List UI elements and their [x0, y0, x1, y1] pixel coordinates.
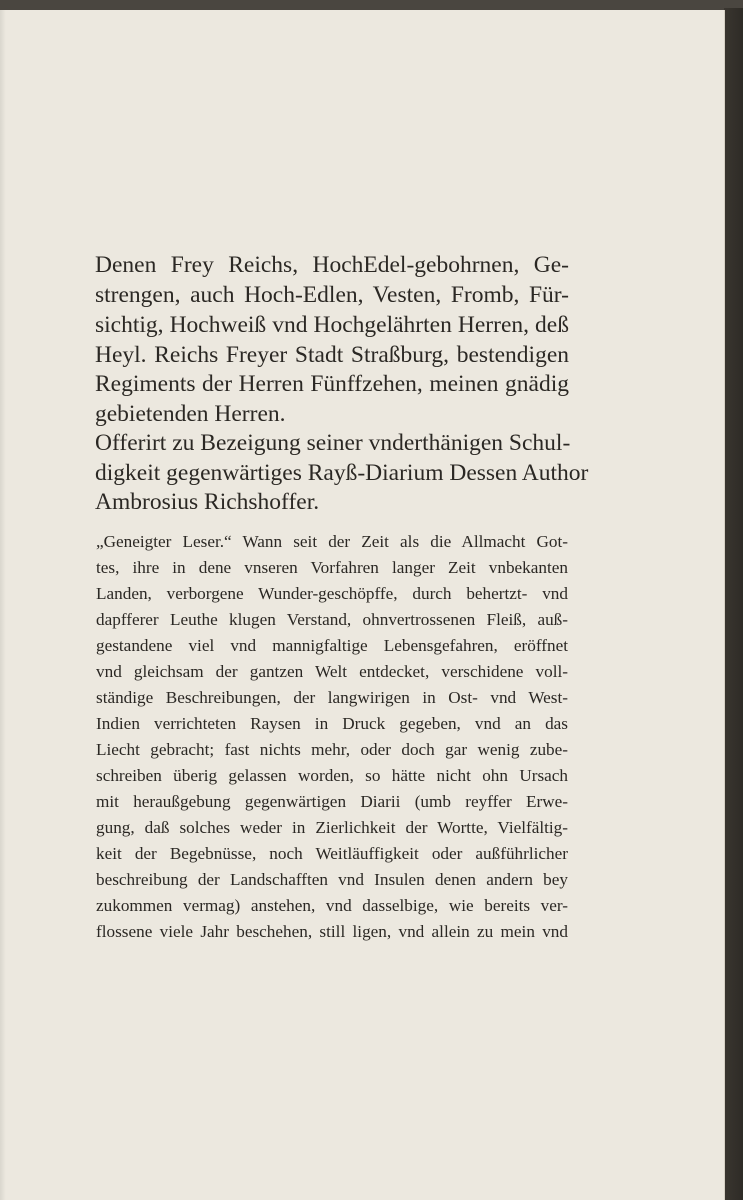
dedication-line: Denen Frey Reichs, HochEdel-gebohrnen, Ge- — [95, 252, 569, 278]
preface-line: mit heraußgebung gegenwärtigen Diarii (umb reyffer Erwe- — [96, 792, 568, 811]
preface-line: dapfferer Leuthe klugen Verstand, ohnvertrossenen Fleiß, auß- — [96, 610, 568, 629]
preface-line: zukommen vermag) anstehen, vnd dasselbige, wie bereits ver- — [96, 896, 568, 915]
preface-line: beschreibung der Landschafften vnd Insulen denen andern bey — [96, 870, 568, 889]
preface-line: „Geneigter Leser.“ Wann seit der Zeit als die Allmacht Got- — [96, 532, 568, 551]
book-page — [0, 10, 725, 1200]
preface-line: schreiben überig gelassen worden, so hätte nicht ohn Ursach — [96, 766, 568, 785]
preface-line: tes, ihre in dene vnseren Vorfahren langer Zeit vnbekanten — [96, 558, 568, 577]
dedication-line: sichtig, Hochweiß vnd Hochgelährten Herren, deß — [95, 312, 569, 338]
preface-line: gestandene viel vnd mannigfaltige Lebensgefahren, eröffnet — [96, 636, 568, 655]
preface-line: keit der Begebnüsse, noch Weitläuffigkeit oder außführlicher — [96, 844, 568, 863]
dedication-line: Heyl. Reichs Freyer Stadt Straßburg, bestendigen — [95, 342, 569, 368]
offering-line: digkeit gegenwärtiges Rayß-Diarium Dessen Author — [95, 460, 589, 486]
dedication-line: gebietenden Herren. — [95, 401, 286, 427]
preface-line: Liecht gebracht; fast nichts mehr, oder doch gar wenig zube- — [96, 740, 568, 759]
offering-line: Offerirt zu Bezeigung seiner vnderthänigen Schul- — [95, 430, 571, 456]
preface-line: flossene viele Jahr beschehen, still ligen, vnd allein zu mein vnd — [96, 922, 568, 941]
offering-line: Ambrosius Richshoffer. — [95, 489, 320, 515]
preface-line: vnd gleichsam der gantzen Welt entdecket, verschidene voll- — [96, 662, 568, 681]
preface-line: Landen, verborgene Wunder-geschöpffe, durch behertzt- vnd — [96, 584, 568, 603]
page-edge — [724, 8, 743, 1200]
dedication-line: Regiments der Herren Fünffzehen, meinen gnädig — [95, 371, 569, 397]
preface-line: ständige Beschreibungen, der langwirigen in Ost- vnd West- — [96, 688, 568, 707]
dedication-line: strengen, auch Hoch-Edlen, Vesten, Fromb, Für- — [95, 282, 569, 308]
gutter-shadow — [0, 10, 6, 1200]
preface-line: Indien verrichteten Raysen in Druck gegeben, vnd an das — [96, 714, 568, 733]
preface-line: gung, daß solches weder in Zierlichkeit der Wortte, Vielfältig- — [96, 818, 568, 837]
